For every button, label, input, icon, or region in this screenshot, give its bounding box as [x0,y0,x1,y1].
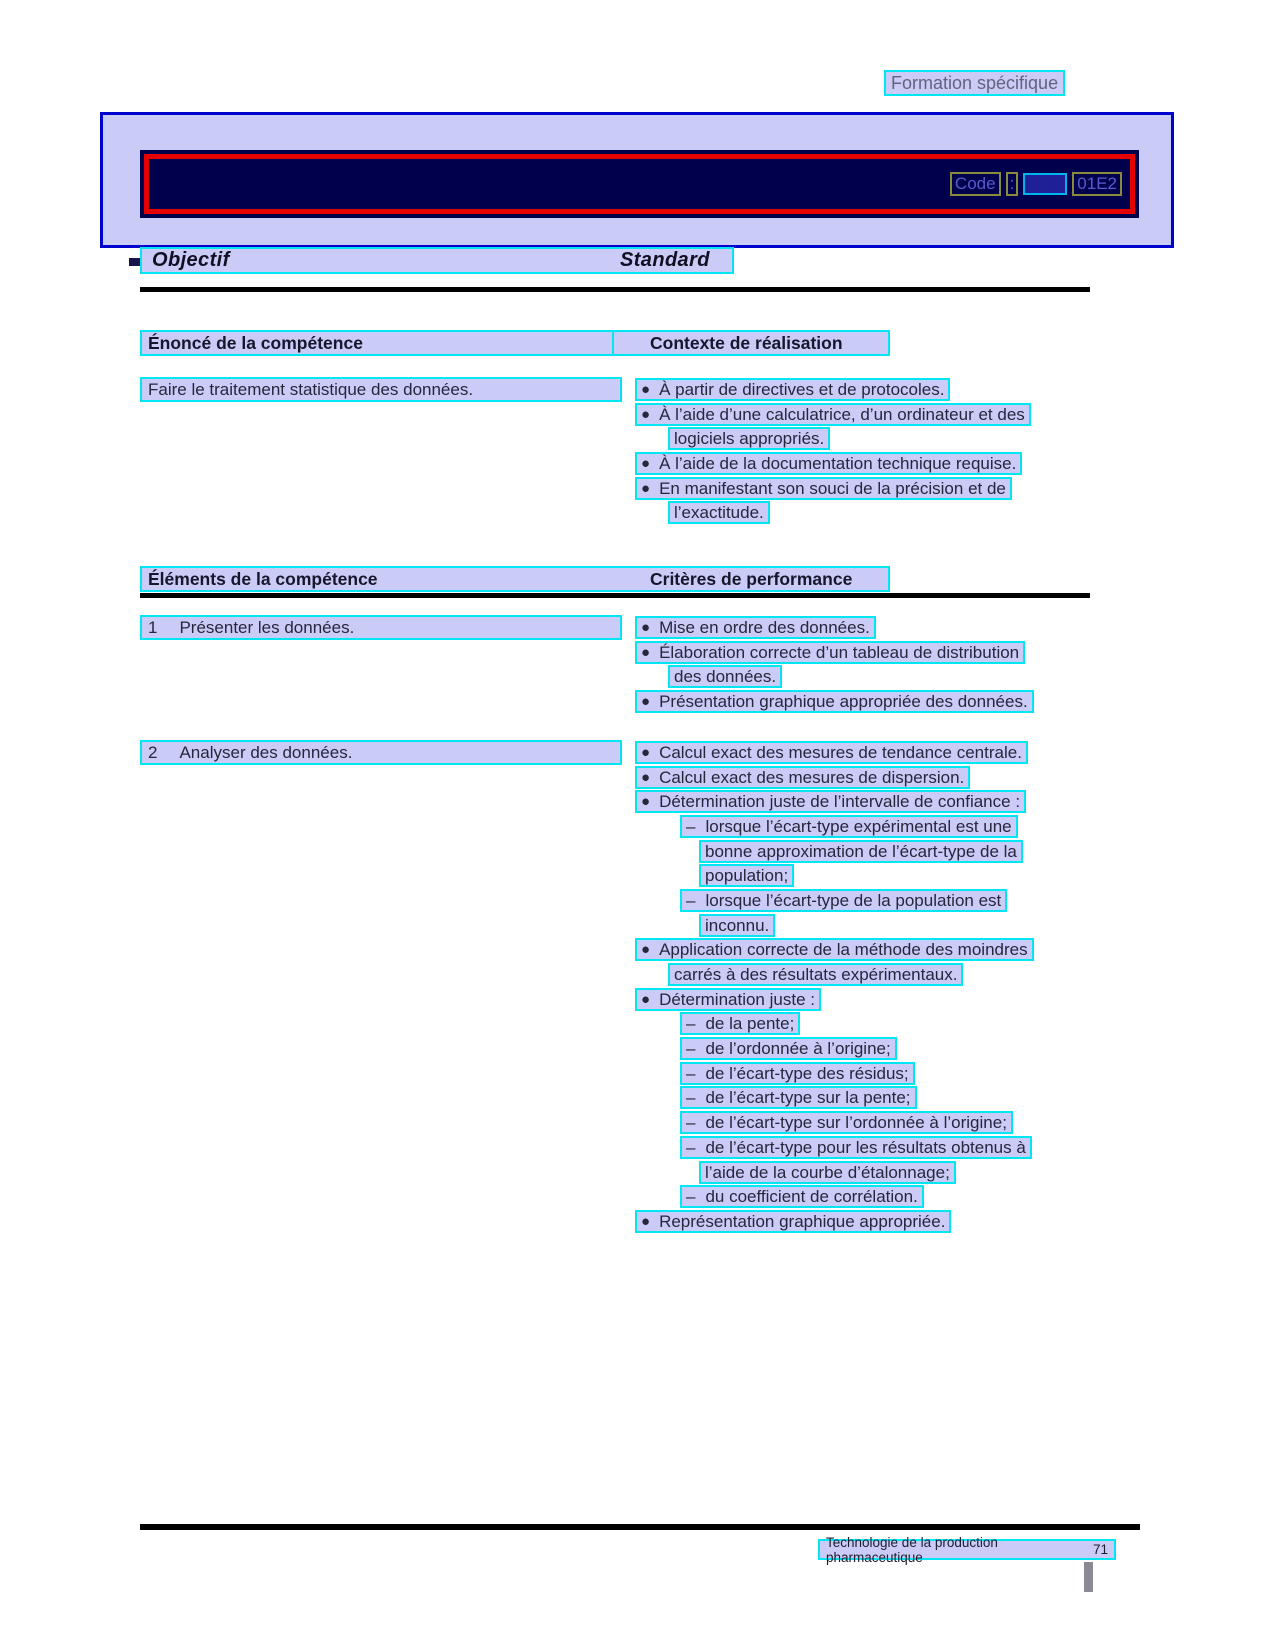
dash-icon: – [686,1113,696,1133]
criteria-list-item-1 [635,615,1105,714]
context-criteria-list [635,377,1105,525]
item-number: 2 [148,742,158,762]
list-item [699,1160,1105,1185]
dash-icon: – [686,1137,696,1157]
list-item [635,615,1105,640]
list-item-text: Élaboration correcte d’un tableau de distribution [659,642,1020,662]
list-item [635,765,1105,790]
footer [818,1534,1116,1565]
element-item-1 [140,615,622,640]
dash-icon: – [686,1063,696,1083]
list-item-text: Mise en ordre des données. [659,617,870,637]
list-item [635,689,1105,714]
list-item [635,451,1105,476]
bullet-icon: ● [641,479,651,497]
list-item [635,476,1105,501]
footer-rule [140,1524,1140,1530]
dash-icon: – [686,1039,696,1059]
list-item-text: de l’écart-type pour les résultats obtenus à [705,1137,1026,1157]
list-item [635,1209,1105,1234]
list-item [635,987,1105,1012]
bullet-icon: ● [641,941,651,959]
list-item-text: logiciels appropriés. [674,429,825,449]
list-item-text: inconnu. [705,915,770,935]
title-banner-box [100,112,1174,248]
list-item [635,938,1105,963]
code-row [950,159,1122,209]
dash-icon: – [686,1187,696,1207]
list-item-text: Calcul exact des mesures de tendance centrale. [659,742,1022,762]
list-item [680,1061,1105,1086]
list-item [699,839,1105,864]
list-item-text: l’aide de la courbe d’étalonnage; [705,1162,950,1182]
dash-icon: – [686,1014,696,1034]
competence-statement-text: Faire le traitement statistique des données. [148,379,474,399]
bullet-icon: ● [641,618,651,636]
enonce-competence-header [140,330,622,356]
list-item [635,402,1105,427]
list-item [680,1184,1105,1209]
bullet-icon: ● [641,793,651,811]
criteres-header-label: Critères de performance [650,568,853,589]
list-item [680,814,1105,839]
list-item-text: À l’aide d’une calculatrice, d’un ordinateur et des [659,404,1025,424]
list-item-text: de l’écart-type sur l’ordonnée à l’origine; [705,1113,1007,1133]
list-item-text: carrés à des résultats expérimentaux. [674,965,958,985]
list-item-text: Détermination juste : [659,989,815,1009]
bullet-icon: ● [641,692,651,710]
code-value: 01E2 [1072,172,1122,196]
list-item-text: À partir de directives et de protocoles. [659,379,945,399]
list-item [680,888,1105,913]
list-item-text: Présentation graphique appropriée des données. [659,691,1028,711]
bullet-icon: ● [641,1212,651,1230]
list-item-text: de la pente; [705,1014,795,1034]
bullet-icon: ● [641,743,651,761]
bullet-icon: ● [641,380,651,398]
program-label: Formation spécifique [884,70,1065,96]
item-label: Présenter les données. [179,617,355,637]
list-item-text: En manifestant son souci de la précision et de [659,478,1006,498]
list-item [668,962,1105,987]
list-item-text: Application correcte de la méthode des moindres [659,940,1028,960]
list-item-text: Représentation graphique appropriée. [659,1211,946,1231]
item-label: Analyser des données. [179,742,353,762]
list-item [635,740,1105,765]
horizontal-rule [140,593,1090,598]
dash-icon: – [686,890,696,910]
list-item [680,1135,1105,1160]
list-item [668,426,1105,451]
item-number: 1 [148,617,158,637]
list-item [635,789,1105,814]
list-item-text: des données. [674,667,777,687]
bullet-icon: ● [641,768,651,786]
standard-heading: Standard [620,249,710,271]
competence-statement [140,377,622,402]
list-item-text: l’exactitude. [674,503,764,523]
list-item-text: lorsque l’écart-type de la population est [705,890,1002,910]
footer-program-name: Technologie de la production pharmaceutique [826,1534,998,1565]
elements-header-label: Éléments de la compétence [148,568,378,589]
list-item [668,500,1105,525]
code-label: Code [950,172,1001,196]
criteria-list-item-2 [635,740,1105,1234]
objectif-heading: Objectif [152,249,230,271]
title-banner-inner-box [144,154,1135,214]
list-item-text: de l’écart-type sur la pente; [705,1088,911,1108]
list-item [635,377,1105,402]
scan-cursor-mark [1084,1562,1093,1592]
list-item-text: Calcul exact des mesures de dispersion. [659,767,965,787]
horizontal-rule [140,287,1090,292]
list-item [680,1012,1105,1037]
list-item-text: du coefficient de corrélation. [705,1187,918,1207]
bullet-icon: ● [641,405,651,423]
list-item-text: de l’ordonnée à l’origine; [705,1039,891,1059]
list-item-text: À l’aide de la documentation technique requise. [659,453,1017,473]
code-input-field [1023,173,1067,195]
bullet-icon: ● [641,454,651,472]
elements-criteres-header [140,566,890,592]
dash-icon: – [686,816,696,836]
list-item [668,664,1105,689]
dash-icon: – [686,1088,696,1108]
list-item-text: bonne approximation de l’écart-type de la [705,841,1017,861]
list-item [680,1086,1105,1111]
list-item-text: de l’écart-type des résidus; [705,1063,909,1083]
code-colon: : [1006,172,1019,196]
contexte-realisation-header [612,330,890,356]
contexte-header-label: Contexte de réalisation [650,332,843,353]
bullet-icon: ● [641,643,651,661]
objectif-standard-header [140,247,734,274]
list-item [635,640,1105,665]
list-item-text: population; [705,866,789,886]
list-item [699,863,1105,888]
list-item [680,1036,1105,1061]
enonce-header-label: Énoncé de la compétence [148,332,363,353]
element-item-2 [140,740,622,765]
bullet-icon: ● [641,990,651,1008]
list-item [680,1110,1105,1135]
list-item-text: lorsque l’écart-type expérimental est une [705,816,1012,836]
footer-page-number: 71 [1092,1542,1108,1557]
list-item-text: Détermination juste de l’intervalle de confiance : [659,792,1021,812]
list-item [699,913,1105,938]
